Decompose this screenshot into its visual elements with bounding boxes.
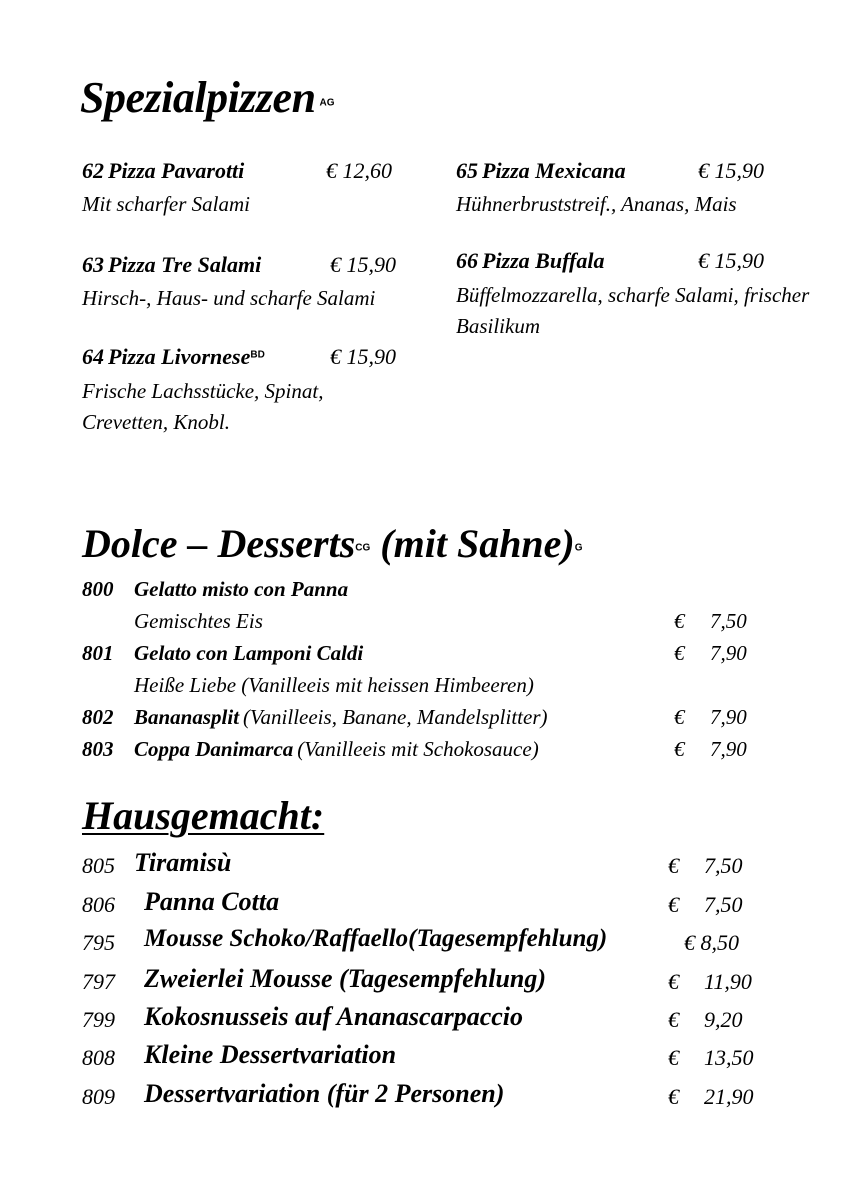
price-value: 7,90 [710,705,747,729]
price-value: 7,90 [710,641,747,665]
dessert-name: Bananasplit [134,705,240,729]
pizza-price: € 15,90 [698,248,764,273]
hausgemacht-price [668,969,752,995]
dessert-price [674,737,747,762]
pizza-name: Pizza Pavarotti [108,158,245,183]
section-title-spezialpizzen [80,72,335,123]
dessert-price [674,705,747,730]
price-currency: € [668,853,679,878]
price-value: 9,20 [704,1007,743,1032]
price-currency: € [674,737,685,761]
pizza-item [82,252,261,278]
section-title-hausgemacht: Hausgemacht: [82,793,325,838]
price-currency: € [674,705,685,729]
price-currency: € [674,641,685,665]
dessert-line [134,737,539,762]
hausgemacht-price [668,1045,754,1071]
pizza-item [82,344,265,370]
pizza-price: € 15,90 [330,344,396,369]
pizza-name: Pizza Buffala [482,248,605,273]
hausgemacht-name: Panna Cotta [144,887,280,916]
price-value: 7,50 [710,609,747,633]
dessert-line [134,705,548,730]
pizza-description: Frische Lachsstücke, Spinat, Crevetten, Knobl. [82,379,324,434]
spezialpizzen-allergen: AG [319,97,335,109]
dessert-number: 803 [82,737,114,761]
dessert-price [674,609,747,634]
pizza-price: € 12,60 [326,158,392,183]
pizza-name: Pizza Tre Salami [108,252,262,277]
price-value: 13,50 [704,1045,754,1070]
price-value: 21,90 [704,1084,754,1109]
pizza-price: € 15,90 [330,252,396,277]
pizza-allergen: BD [250,349,265,361]
dolce-subtitle: (mit Sahne) [380,521,575,566]
dessert-number: 801 [82,641,114,665]
price-value: 8,50 [700,930,739,955]
hausgemacht-price [668,892,743,918]
dessert-name: Gelato con Lamponi Caldi [134,641,364,665]
dessert-number: 800 [82,577,114,601]
hausgemacht-name: Tiramisù [134,848,232,877]
price-value: 7,50 [704,892,743,917]
dolce-subtitle-allergen: G [574,542,583,554]
dessert-subtitle: Gemischtes Eis [134,609,263,633]
price-value: 11,90 [704,969,752,994]
hausgemacht-number: 808 [82,1045,115,1070]
pizza-number: 66 [456,248,478,273]
hausgemacht-number: 805 [82,853,115,878]
pizza-item [456,248,604,274]
price-value: 7,90 [710,737,747,761]
dessert-description: (Vanilleeis, Banane, Mandelsplitter) [243,705,548,729]
pizza-number: 62 [82,158,104,183]
hausgemacht-price [684,930,739,956]
hausgemacht-number: 799 [82,1007,115,1032]
price-value: 7,50 [704,853,743,878]
hausgemacht-name: Kokosnusseis auf Ananascarpaccio [144,1002,523,1031]
pizza-number: 64 [82,344,104,369]
hausgemacht-name: Dessertvariation (für 2 Personen) [144,1079,505,1108]
spezialpizzen-title: Spezialpizzen [80,73,316,122]
pizza-description: Mit scharfer Salami [82,192,250,216]
dessert-description: (Vanilleeis mit Schokosauce) [297,737,539,761]
hausgemacht-number: 797 [82,969,115,994]
pizza-price: € 15,90 [698,158,764,183]
pizza-number: 63 [82,252,104,277]
dessert-price [674,641,747,666]
price-currency: € [684,930,695,955]
dessert-number: 802 [82,705,114,729]
pizza-item [82,158,244,184]
section-title-dolce [82,520,583,567]
pizza-description: Büffelmozzarella, scharfe Salami, frischer Basilikum [456,283,810,338]
hausgemacht-price [668,1007,743,1033]
hausgemacht-price [668,1084,754,1110]
price-currency: € [668,1007,679,1032]
pizza-item [456,158,626,184]
hausgemacht-name: Zweierlei Mousse (Tagesempfehlung) [144,964,547,993]
hausgemacht-name: Mousse Schoko/Raffaello(Tagesempfehlung) [144,925,608,952]
dessert-name: Coppa Danimarca [134,737,294,761]
pizza-name: Pizza Livornese [108,344,251,369]
price-currency: € [668,892,679,917]
price-currency: € [674,609,685,633]
hausgemacht-name: Kleine Dessertvariation [144,1040,397,1069]
pizza-number: 65 [456,158,478,183]
dolce-title: Dolce – Desserts [82,521,356,566]
dessert-item [82,577,114,602]
price-currency: € [668,969,679,994]
pizza-name: Pizza Mexicana [482,158,626,183]
price-currency: € [668,1084,679,1109]
price-currency: € [668,1045,679,1070]
pizza-description: Hühnerbruststreif., Ananas, Mais [456,192,737,216]
pizza-description: Hirsch-, Haus- und scharfe Salami [82,286,376,310]
hausgemacht-number: 806 [82,892,115,917]
hausgemacht-number: 795 [82,930,115,955]
dessert-name: Gelatto misto con Panna [134,577,349,601]
dolce-title-allergen: CG [355,542,371,554]
hausgemacht-price [668,853,743,879]
hausgemacht-number: 809 [82,1084,115,1109]
dessert-subtitle: Heiße Liebe (Vanilleeis mit heissen Himbeeren) [134,673,534,697]
